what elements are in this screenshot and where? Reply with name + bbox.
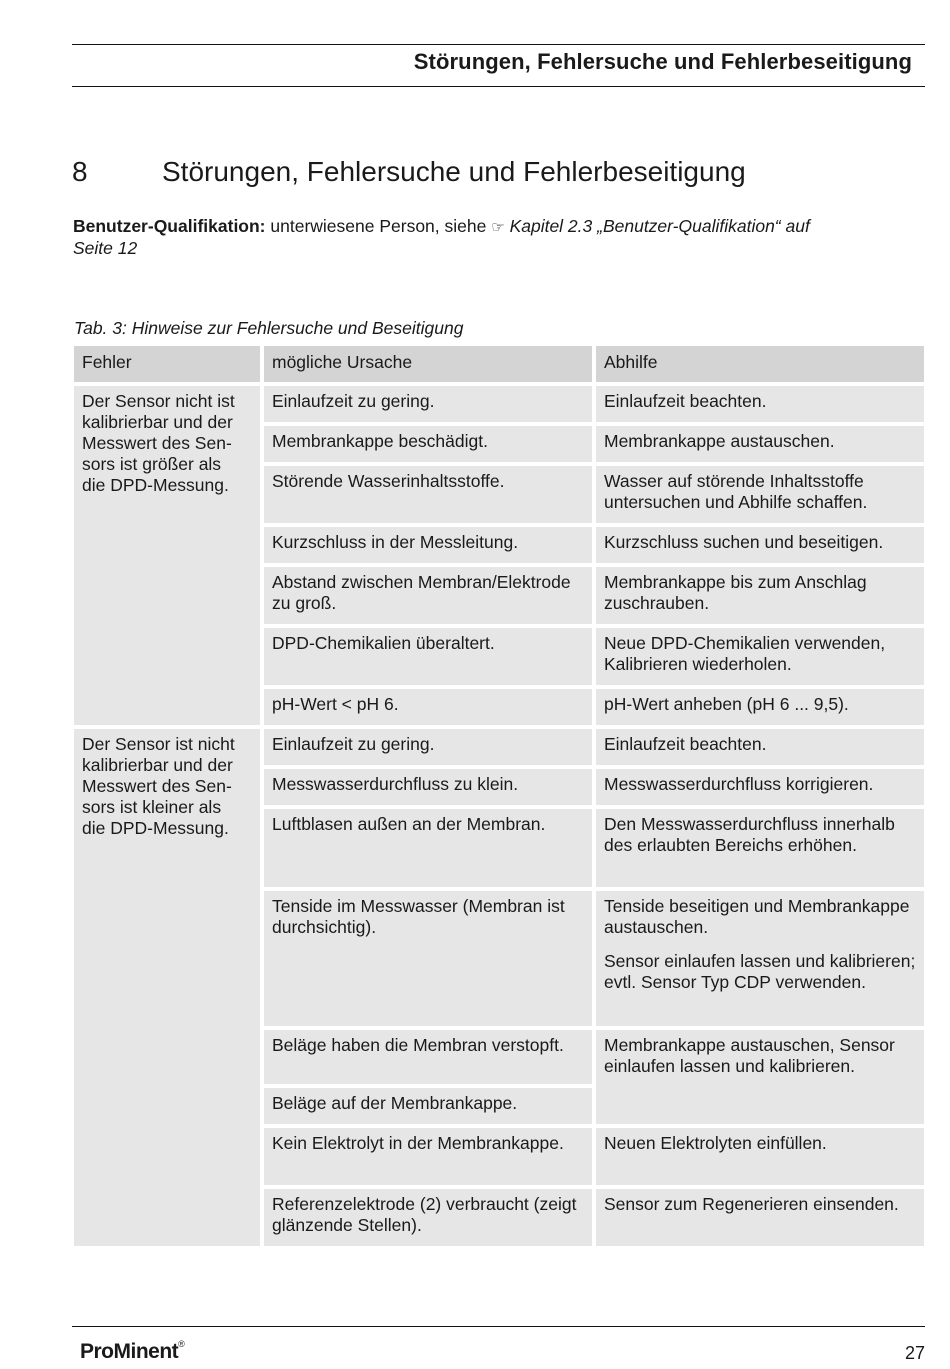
cause-cell: Störende Wasserinhaltsstoffe. <box>264 466 592 523</box>
remedy-cell <box>596 426 924 462</box>
cause-cell: Beläge haben die Membran verstopft. <box>264 1030 592 1084</box>
remedy-cell <box>596 567 924 624</box>
fault-line: Der Sensor nicht ist <box>82 391 235 411</box>
chapter-title: Störungen, Fehlersuche und Fehlerbeseitigung <box>162 156 746 187</box>
footer-rule <box>72 1326 925 1327</box>
cause-cell: Beläge auf der Membrankappe. <box>264 1088 592 1124</box>
fault-line: kalibrierbar und der <box>82 412 233 432</box>
cause-cell: Einlaufzeit zu gering. <box>264 386 592 422</box>
qualification-text: unterwiesene Person, siehe <box>270 216 487 236</box>
cause-cell: Kein Elektrolyt in der Membrankappe. <box>264 1128 592 1185</box>
remedy-cell <box>596 689 924 725</box>
header-rule-top <box>72 44 925 45</box>
remedy-paragraph: Den Messwasserdurchfluss innerhalb des erlaubten Bereichs erhöhen. <box>604 814 895 855</box>
fault-cell <box>74 386 260 725</box>
remedy-paragraph: Messwasserdurchfluss korrigieren. <box>604 774 874 794</box>
fault-line: Messwert des Sen- <box>82 433 232 453</box>
remedy-cell <box>596 809 924 887</box>
fault-line: die DPD-Messung. <box>82 475 229 495</box>
cause-cell: Tenside im Messwasser (Membran ist durchsichtig). <box>264 891 592 1026</box>
cause-cell: Kurzschluss in der Messleitung. <box>264 527 592 563</box>
remedy-paragraph: Membrankappe austauschen. <box>604 431 835 451</box>
chapter-reference-link[interactable]: Kapitel 2.3 „Benutzer-Qualifikation“ auf Seite 12 <box>73 216 810 258</box>
remedy-cell <box>596 729 924 765</box>
fault-line: sors ist kleiner als <box>82 797 222 817</box>
remedy-paragraph: Einlaufzeit beachten. <box>604 734 767 754</box>
logo-text: ProMinent <box>80 1340 179 1363</box>
page-number: 27 <box>904 1343 925 1363</box>
remedy-cell <box>596 527 924 563</box>
remedy-cell <box>596 1189 924 1246</box>
chapter-number: 8 <box>72 156 88 187</box>
cause-cell: pH-Wert < pH 6. <box>264 689 592 725</box>
remedy-paragraph: Einlaufzeit beachten. <box>604 391 767 411</box>
cause-cell: Luftblasen außen an der Membran. <box>264 809 592 887</box>
remedy-paragraph: pH-Wert anheben (pH 6 ... 9,5). <box>604 694 849 714</box>
remedy-paragraph: Sensor zum Regenerieren einsenden. <box>604 1194 899 1214</box>
fault-cell <box>74 729 260 1246</box>
remedy-cell <box>596 1030 924 1124</box>
remedy-paragraph: Tenside beseitigen und Membrankappe austauschen. <box>604 896 910 937</box>
remedy-paragraph: Kurzschluss suchen und beseitigen. <box>604 532 884 552</box>
table-header-fault: Fehler <box>74 346 260 382</box>
cause-cell: Messwasserdurchfluss zu klein. <box>264 769 592 805</box>
running-header: Störungen, Fehlersuche und Fehlerbeseitigung <box>413 49 912 74</box>
remedy-paragraph: Neue DPD-Chemikalien verwenden, Kalibrieren wiederholen. <box>604 633 886 674</box>
table-header-cause: mögliche Ursache <box>264 346 592 382</box>
cause-cell: Abstand zwischen Membran/Elektrode zu groß. <box>264 567 592 624</box>
cause-cell: Einlaufzeit zu gering. <box>264 729 592 765</box>
remedy-cell <box>596 769 924 805</box>
registered-mark: ® <box>178 1339 185 1349</box>
remedy-paragraph: Wasser auf störende Inhaltsstoffe untersuchen und Abhilfe schaffen. <box>604 471 868 512</box>
header-rule-bottom <box>72 86 925 87</box>
cause-cell: Referenzelektrode (2) verbraucht (zeigt glänzende Stellen). <box>264 1189 592 1246</box>
prominent-logo <box>80 1340 184 1364</box>
table-header-remedy: Abhilfe <box>596 346 924 382</box>
remedy-cell <box>596 628 924 685</box>
fault-line: Der Sensor ist nicht <box>82 734 235 754</box>
fault-line: Messwert des Sen- <box>82 776 232 796</box>
fault-line: kalibrierbar und der <box>82 755 233 775</box>
remedy-paragraph: Membrankappe austauschen, Sensor einlaufen lassen und kalibrieren. <box>604 1035 895 1076</box>
remedy-cell <box>596 1128 924 1185</box>
remedy-cell <box>596 386 924 422</box>
qualification-label: Benutzer-Qualifikation: <box>73 216 266 236</box>
user-qualification <box>73 216 853 259</box>
remedy-paragraph: Neuen Elektrolyten einfüllen. <box>604 1133 827 1153</box>
cause-cell: Membrankappe beschädigt. <box>264 426 592 462</box>
remedy-paragraph: Sensor einlaufen lassen und kalibrieren; evtl. Sensor Typ CDP verwenden. <box>604 951 916 992</box>
hand-pointer-icon: ☞ <box>491 219 505 236</box>
cause-cell: DPD-Chemikalien überaltert. <box>264 628 592 685</box>
fault-line: sors ist größer als <box>82 454 222 474</box>
remedy-cell <box>596 466 924 523</box>
remedy-paragraph: Membrankappe bis zum Anschlag zuschrauben. <box>604 572 867 613</box>
remedy-cell <box>596 891 924 1026</box>
table-caption: Tab. 3: Hinweise zur Fehlersuche und Beseitigung <box>74 318 464 338</box>
fault-line: die DPD-Messung. <box>82 818 229 838</box>
